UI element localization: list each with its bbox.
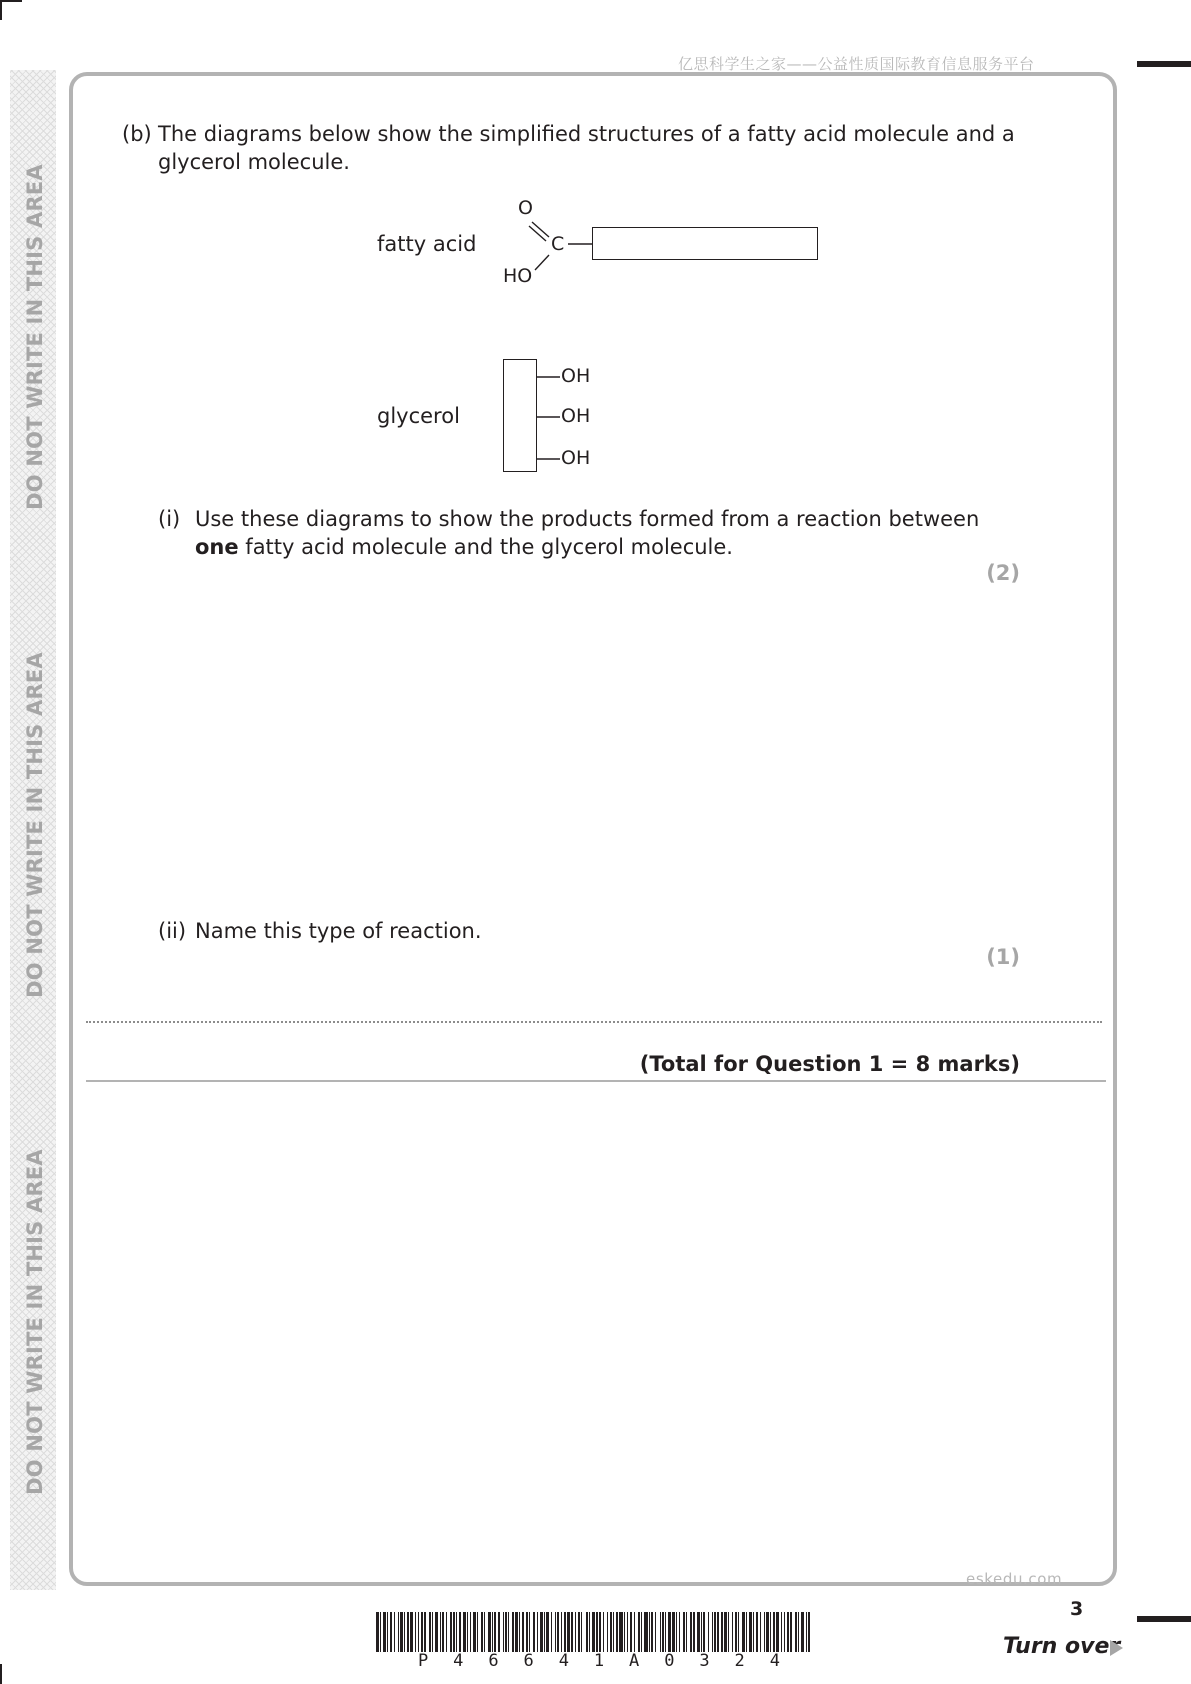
barcode-digit: P [418, 1651, 429, 1671]
barcode-bar [735, 1612, 737, 1652]
barcode-bar [376, 1612, 379, 1652]
barcode-bar [494, 1612, 496, 1652]
barcode-bar [575, 1612, 576, 1652]
barcode-bar [581, 1612, 582, 1652]
sub-i-emphasis: one [195, 535, 239, 559]
turn-over-label: Turn over [1003, 1634, 1121, 1659]
barcode-bar [798, 1612, 799, 1652]
barcode-bar [801, 1612, 804, 1652]
barcode-bar [697, 1612, 700, 1652]
barcode-digit: 4 [558, 1651, 569, 1671]
barcode-bar [592, 1612, 595, 1652]
barcode-bar [679, 1612, 680, 1652]
glycerol-oh-1: OH [561, 365, 591, 387]
barcode-bar [776, 1612, 779, 1652]
fatty-acid-atom-o: O [518, 197, 533, 219]
header-watermark: 亿思科学生之家——公益性质国际教育信息服务平台 [678, 55, 1035, 73]
barcode-bar [421, 1612, 423, 1652]
barcode-bar [424, 1612, 426, 1652]
barcode-bar [672, 1612, 675, 1652]
sub-i-line1: Use these diagrams to show the products formed from a reaction between [195, 507, 980, 531]
barcode-bar [440, 1612, 441, 1652]
barcode-bar [473, 1612, 476, 1652]
answer-dotted-line [86, 1021, 1102, 1023]
sub-i-marks: (2) [986, 561, 1020, 585]
question-intro [158, 120, 1018, 176]
barcode-bar [561, 1612, 562, 1652]
barcode-bar [394, 1612, 395, 1652]
barcode-bar [668, 1612, 671, 1652]
barcode-bar [589, 1612, 590, 1652]
barcode-bar [619, 1612, 623, 1652]
barcode-bar [544, 1612, 545, 1652]
barcode-bar [404, 1612, 405, 1652]
barcode-bar [753, 1612, 754, 1652]
barcode-bar [526, 1612, 528, 1652]
barcode-bar [760, 1612, 761, 1652]
barcode-bar [571, 1612, 573, 1652]
barcode-bar [690, 1612, 692, 1652]
barcode-bar [508, 1612, 509, 1652]
barcode-bar [429, 1612, 431, 1652]
barcode-bar [400, 1612, 403, 1652]
barcode-bar [781, 1612, 782, 1652]
barcode-bar [610, 1612, 612, 1652]
barcode-digit: 0 [664, 1651, 675, 1671]
sub-i-label: (i) [158, 507, 181, 531]
barcode-bar [453, 1612, 455, 1652]
barcode-bar [724, 1612, 727, 1652]
barcode-bar [764, 1612, 765, 1652]
crop-mark-bottom-left [0, 1664, 2, 1684]
barcode-bar [522, 1612, 524, 1652]
barcode-bar [546, 1612, 549, 1652]
sub-ii-text: Name this type of reaction. [195, 919, 482, 943]
barcode-bar [398, 1612, 399, 1652]
barcode [376, 1612, 810, 1652]
page-number: 3 [1070, 1598, 1084, 1620]
barcode-bar [519, 1612, 520, 1652]
barcode-digit: 3 [699, 1651, 710, 1671]
crop-mark-top-right [1137, 61, 1191, 67]
margin-warning-1: DO NOT WRITE IN THIS AREA [23, 164, 47, 510]
barcode-bar [586, 1612, 588, 1652]
barcode-bar [432, 1612, 433, 1652]
barcode-bar [701, 1612, 702, 1652]
barcode-bar [481, 1612, 483, 1652]
glycerol-oh-3: OH [561, 447, 591, 469]
barcode-bar [703, 1612, 705, 1652]
fatty-acid-atom-c: C [551, 233, 565, 255]
barcode-bar [564, 1612, 566, 1652]
barcode-bar [693, 1612, 695, 1652]
barcode-bar [655, 1612, 656, 1652]
question-intro-line2: glycerol molecule. [158, 150, 350, 174]
barcode-bar [410, 1612, 413, 1652]
barcode-bar [742, 1612, 745, 1652]
crop-mark-top-left-h [0, 0, 22, 2]
sub-ii-answer-line-area[interactable] [86, 990, 1102, 1022]
barcode-bar [714, 1612, 716, 1652]
turn-over-arrow-icon [1110, 1640, 1123, 1656]
barcode-bar [721, 1612, 723, 1652]
barcode-bar [728, 1612, 729, 1652]
barcode-bar [503, 1612, 504, 1652]
barcode-digit: A [629, 1651, 640, 1671]
barcode-bar [649, 1612, 650, 1652]
crop-mark-top-left-v [0, 0, 2, 20]
barcode-bar [624, 1612, 625, 1652]
barcode-bar [630, 1612, 632, 1652]
barcode-digit: 1 [593, 1651, 605, 1671]
barcode-bar [407, 1612, 409, 1652]
sub-i-line2 [195, 533, 1015, 561]
total-rule [86, 1080, 1106, 1082]
fatty-acid-bonds [520, 210, 600, 290]
glycerol-oh-2: OH [561, 405, 591, 427]
barcode-bar [641, 1612, 642, 1652]
barcode-bar [749, 1612, 752, 1652]
barcode-bar [477, 1612, 478, 1652]
barcode-bar [795, 1612, 797, 1652]
barcode-bar [712, 1612, 713, 1652]
barcode-bar [756, 1612, 758, 1652]
barcode-bar [459, 1612, 461, 1652]
barcode-bar [607, 1612, 608, 1652]
barcode-bar [787, 1612, 789, 1652]
barcode-bar [390, 1612, 392, 1652]
sub-ii-label: (ii) [158, 919, 187, 943]
barcode-bar [686, 1612, 687, 1652]
part-label: (b) [122, 122, 152, 146]
barcode-bar [616, 1612, 618, 1652]
barcode-bar [418, 1612, 419, 1652]
barcode-bar [512, 1612, 514, 1652]
barcode-bar [732, 1612, 733, 1652]
barcode-bar [435, 1612, 438, 1652]
barcode-bar [784, 1612, 785, 1652]
barcode-bar [470, 1612, 471, 1652]
barcode-bar [505, 1612, 507, 1652]
barcode-bar [456, 1612, 457, 1652]
barcode-bar [387, 1612, 388, 1652]
barcode-bar [806, 1612, 807, 1652]
barcode-bar [557, 1612, 559, 1652]
barcode-bar [492, 1612, 493, 1652]
sub-i-text [195, 505, 1015, 561]
barcode-bar [515, 1612, 518, 1652]
barcode-digit: 6 [488, 1651, 499, 1671]
glycerol-label: glycerol [377, 404, 460, 428]
barcode-bar [683, 1612, 685, 1652]
barcode-bar [634, 1612, 635, 1652]
barcode-bar [665, 1612, 666, 1652]
barcode-bar [540, 1612, 543, 1652]
margin-warning-3: DO NOT WRITE IN THIS AREA [23, 1149, 47, 1495]
barcode-bar [651, 1612, 653, 1652]
barcode-bar [638, 1612, 640, 1652]
barcode-bar [770, 1612, 771, 1652]
barcode-bar [551, 1612, 552, 1652]
barcode-bar [662, 1612, 664, 1652]
barcode-bar [790, 1612, 792, 1652]
barcode-bar [446, 1612, 447, 1652]
barcode-bar [537, 1612, 538, 1652]
barcode-bar [660, 1612, 661, 1652]
barcode-bar [603, 1612, 604, 1652]
barcode-bar [708, 1612, 709, 1652]
question-total: (Total for Question 1 = 8 marks) [639, 1052, 1020, 1076]
barcode-bar [442, 1612, 444, 1652]
question-intro-line1: The diagrams below show the simplified structures of a fatty acid molecule and a [158, 122, 1015, 146]
sub-i-line2-rest: fatty acid molecule and the glycerol molecule. [238, 535, 733, 559]
barcode-bar [627, 1612, 628, 1652]
margin-warning-2: DO NOT WRITE IN THIS AREA [23, 652, 47, 998]
fatty-acid-label: fatty acid [377, 232, 477, 256]
barcode-bar [578, 1612, 580, 1652]
barcode-digit: 4 [453, 1651, 464, 1671]
barcode-bar [766, 1612, 769, 1652]
footer-watermark: eskedu.com [966, 1570, 1063, 1588]
crop-mark-bottom-right [1137, 1616, 1191, 1622]
barcode-digit: 6 [523, 1651, 534, 1671]
barcode-bar [498, 1612, 500, 1652]
barcode-bar [808, 1612, 810, 1652]
barcode-bar [380, 1612, 381, 1652]
barcode-digit: 2 [734, 1651, 745, 1671]
barcode-bar [596, 1612, 598, 1652]
barcode-bar [484, 1612, 485, 1652]
barcode-bar [567, 1612, 570, 1652]
barcode-bar [746, 1612, 747, 1652]
barcode-bar [773, 1612, 775, 1652]
barcode-bar [717, 1612, 719, 1652]
barcode-bar [463, 1612, 466, 1652]
glycerol-backbone-box [503, 359, 537, 472]
sub-ii-marks: (1) [986, 945, 1020, 969]
barcode-bar [529, 1612, 530, 1652]
fatty-acid-atom-ho: HO [503, 265, 533, 287]
barcode-bar [644, 1612, 648, 1652]
barcode-digits [418, 1651, 780, 1671]
barcode-bar [676, 1612, 677, 1652]
barcode-bar [450, 1612, 452, 1652]
barcode-bar [555, 1612, 556, 1652]
sub-i-answer-area[interactable] [86, 590, 1102, 890]
barcode-digit: 4 [769, 1651, 780, 1671]
barcode-bar [613, 1612, 614, 1652]
fatty-acid-chain-box [592, 227, 818, 260]
barcode-bar [467, 1612, 468, 1652]
barcode-bar [415, 1612, 416, 1652]
barcode-bar [738, 1612, 739, 1652]
barcode-bar [533, 1612, 535, 1652]
barcode-bar [599, 1612, 601, 1652]
barcode-bar [488, 1612, 491, 1652]
barcode-bar [383, 1612, 386, 1652]
